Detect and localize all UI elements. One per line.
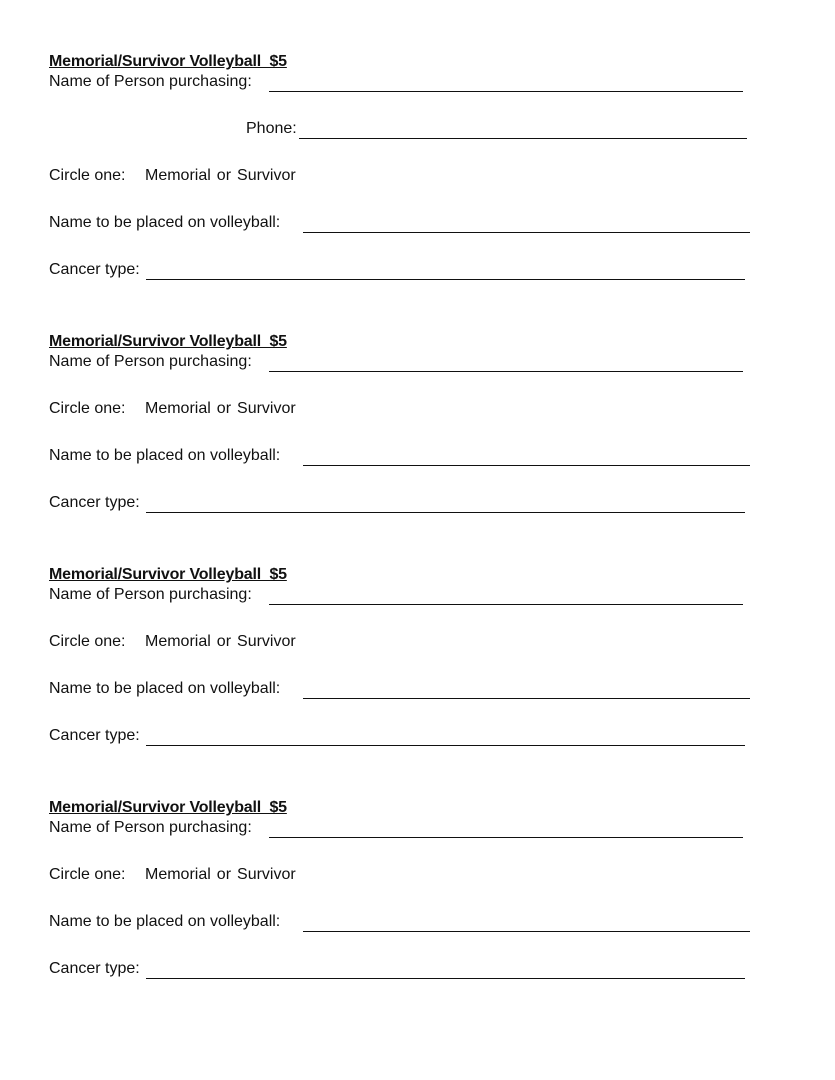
purchaser-label: Name of Person purchasing: (49, 819, 252, 836)
cancer-type-input-line[interactable] (146, 279, 745, 280)
volleyball-name-row (49, 679, 759, 701)
volleyball-name-input-line[interactable] (303, 465, 750, 466)
option-memorial[interactable]: Memorial (145, 400, 211, 417)
purchaser-input-line[interactable] (269, 91, 743, 92)
phone-label: Phone: (246, 120, 297, 137)
circle-one-label: Circle one: (49, 400, 126, 417)
purchaser-label: Name of Person purchasing: (49, 353, 252, 370)
circle-one-row (49, 632, 759, 654)
circle-one-label: Circle one: (49, 167, 126, 184)
option-survivor[interactable]: Survivor (237, 167, 296, 184)
volleyball-name-row (49, 912, 759, 934)
cancer-type-row (49, 726, 759, 748)
cancer-type-label: Cancer type: (49, 960, 140, 977)
volleyball-form-3 (49, 565, 769, 785)
purchaser-label: Name of Person purchasing: (49, 73, 252, 90)
cancer-type-row (49, 959, 759, 981)
circle-one-row (49, 399, 759, 421)
volleyball-name-row (49, 213, 759, 235)
purchaser-row (49, 818, 759, 840)
phone-row (49, 119, 759, 141)
option-or: or (216, 167, 232, 184)
cancer-type-row (49, 260, 759, 282)
cancer-type-input-line[interactable] (146, 745, 745, 746)
volleyball-name-label: Name to be placed on volleyball: (49, 680, 281, 697)
memorial-or-survivor-options (145, 166, 296, 186)
option-or: or (216, 400, 232, 417)
option-survivor[interactable]: Survivor (237, 633, 296, 650)
option-memorial[interactable]: Memorial (145, 633, 211, 650)
volleyball-name-label: Name to be placed on volleyball: (49, 913, 281, 930)
purchaser-input-line[interactable] (269, 371, 743, 372)
cancer-type-input-line[interactable] (146, 512, 745, 513)
form-title: Memorial/Survivor Volleyball $5 (49, 333, 287, 350)
volleyball-form-2 (49, 332, 769, 552)
circle-one-label: Circle one: (49, 866, 126, 883)
purchaser-input-line[interactable] (269, 837, 743, 838)
purchaser-row (49, 72, 759, 94)
form-title: Memorial/Survivor Volleyball $5 (49, 53, 287, 70)
memorial-or-survivor-options (145, 399, 296, 419)
cancer-type-label: Cancer type: (49, 261, 140, 278)
circle-one-label: Circle one: (49, 633, 126, 650)
option-memorial[interactable]: Memorial (145, 167, 211, 184)
option-or: or (216, 866, 232, 883)
volleyball-form-1 (49, 52, 769, 278)
circle-one-row (49, 166, 759, 188)
option-survivor[interactable]: Survivor (237, 400, 296, 417)
cancer-type-row (49, 493, 759, 515)
volleyball-name-input-line[interactable] (303, 931, 750, 932)
memorial-or-survivor-options (145, 865, 296, 885)
volleyball-form-4 (49, 798, 769, 1018)
volleyball-name-row (49, 446, 759, 468)
option-or: or (216, 633, 232, 650)
cancer-type-label: Cancer type: (49, 727, 140, 744)
volleyball-name-input-line[interactable] (303, 232, 750, 233)
cancer-type-input-line[interactable] (146, 978, 745, 979)
purchaser-row (49, 352, 759, 374)
volleyball-name-input-line[interactable] (303, 698, 750, 699)
option-survivor[interactable]: Survivor (237, 866, 296, 883)
memorial-or-survivor-options (145, 632, 296, 652)
purchaser-row (49, 585, 759, 607)
circle-one-row (49, 865, 759, 887)
cancer-type-label: Cancer type: (49, 494, 140, 511)
form-title: Memorial/Survivor Volleyball $5 (49, 799, 287, 816)
phone-input-line[interactable] (299, 138, 747, 139)
purchaser-input-line[interactable] (269, 604, 743, 605)
volleyball-name-label: Name to be placed on volleyball: (49, 214, 281, 231)
option-memorial[interactable]: Memorial (145, 866, 211, 883)
form-title: Memorial/Survivor Volleyball $5 (49, 566, 287, 583)
volleyball-name-label: Name to be placed on volleyball: (49, 447, 281, 464)
purchaser-label: Name of Person purchasing: (49, 586, 252, 603)
